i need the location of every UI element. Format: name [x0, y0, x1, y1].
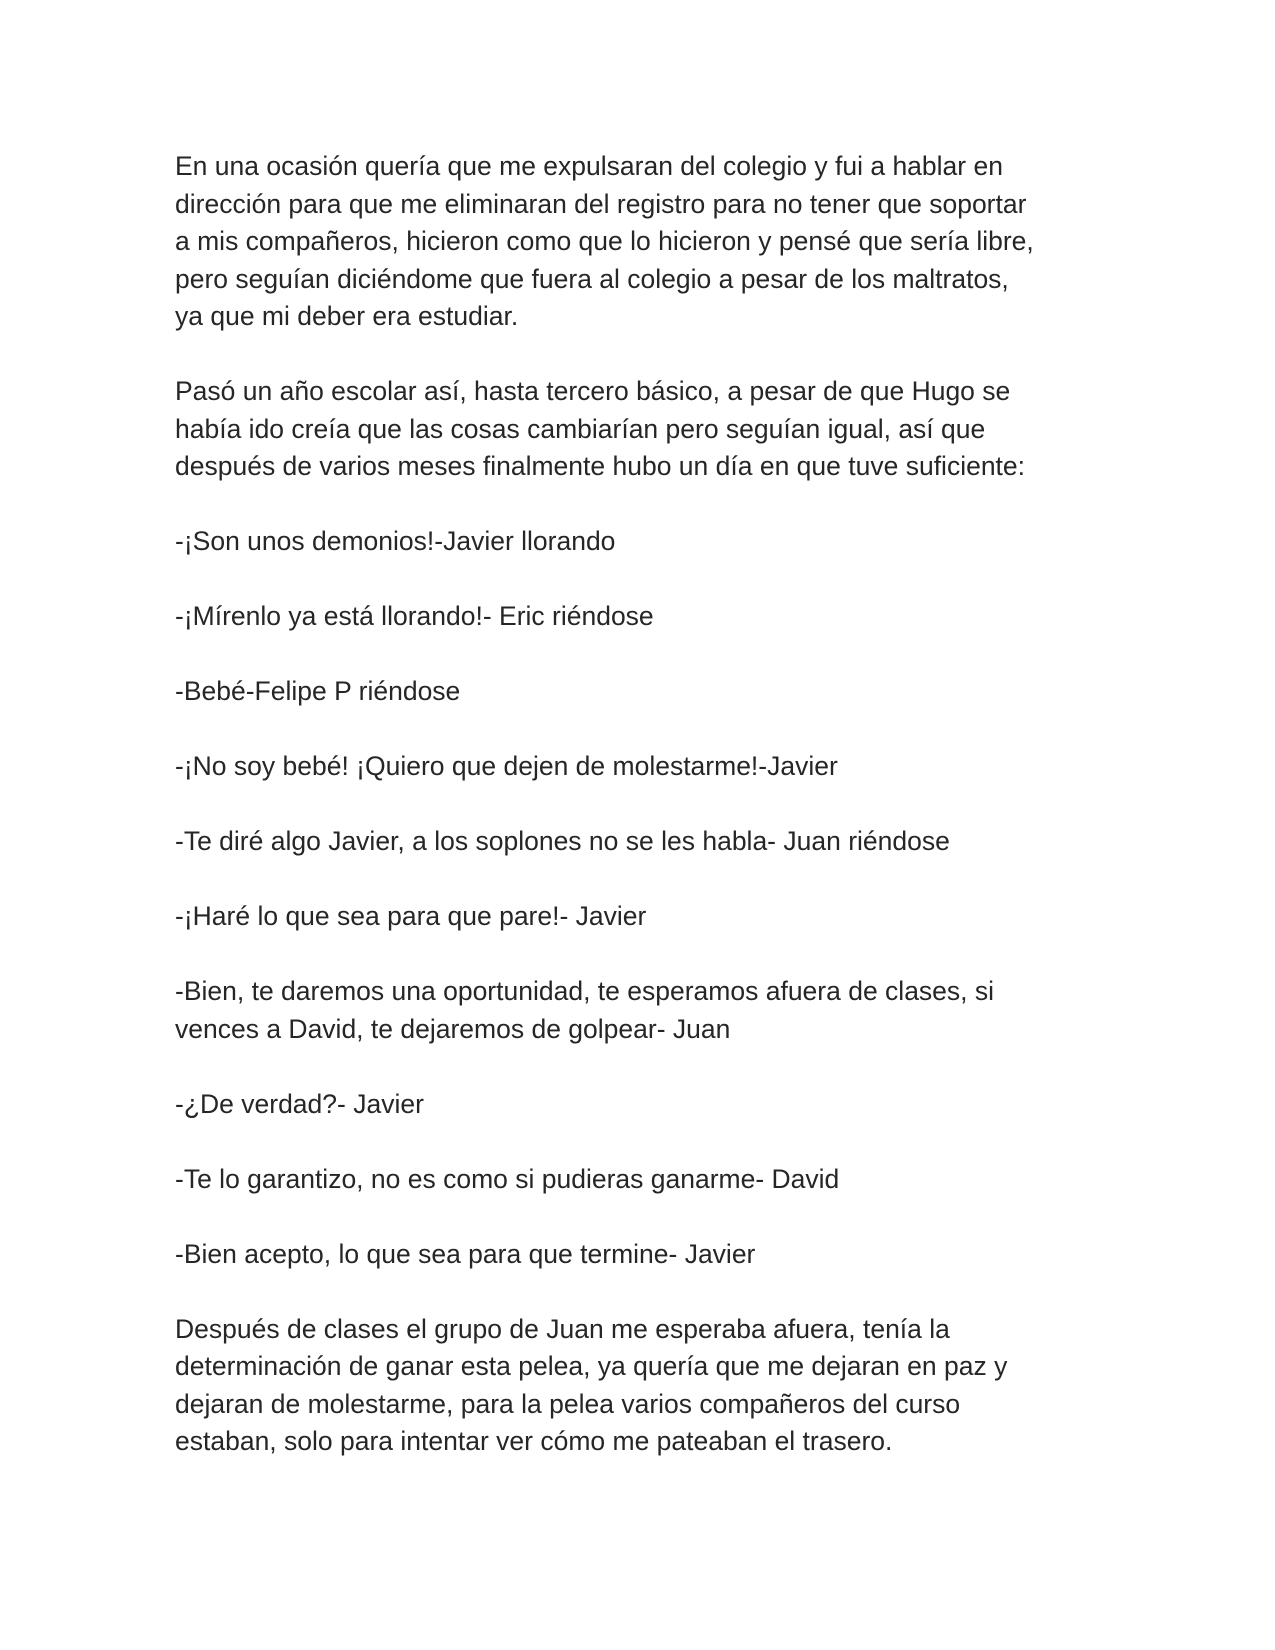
dialogue-line	[175, 823, 1105, 861]
text-line: dejaran de molestarme, para la pelea varios compañeros del curso	[175, 1388, 961, 1419]
text-line: vences a David, te dejaremos de golpear- Juan	[175, 1013, 731, 1044]
text-line: dirección para que me eliminaran del registro para no tener que soportar	[175, 188, 1027, 219]
text-line: estaban, solo para intentar ver cómo me pateaban el trasero.	[175, 1426, 893, 1456]
text-line: -¡No soy bebé! ¡Quiero que dejen de molestarme!-Javier	[175, 751, 838, 781]
text-line: -¡Mírenlo ya está llorando!- Eric riéndose	[175, 601, 654, 631]
text-line: -Te diré algo Javier, a los soplones no se les habla- Juan riéndose	[175, 826, 950, 856]
text-line: -Te lo garantizo, no es como si pudieras ganarme- David	[175, 1163, 840, 1194]
dialogue-line	[175, 898, 1105, 936]
dialogue-line	[175, 1161, 1105, 1199]
dialogue-line	[175, 673, 1105, 711]
paragraph-expulsion	[175, 148, 1105, 336]
dialogue-line	[175, 523, 1105, 561]
text-line: -Bien acepto, lo que sea para que termine- Javier	[175, 1238, 756, 1269]
text-line: Pasó un año escolar así, hasta tercero básico, a pesar de que Hugo se	[175, 376, 1011, 406]
text-line: -Bebé-Felipe P riéndose	[175, 676, 461, 706]
text-line: -¿De verdad?- Javier	[175, 1088, 424, 1119]
text-line: había ido creía que las cosas cambiarían pero seguían igual, así que	[175, 413, 986, 444]
text-line: pero seguían diciéndome que fuera al colegio a pesar de los maltratos,	[175, 263, 1009, 294]
document-body	[175, 148, 1105, 1498]
text-line: -Bien, te daremos una oportunidad, te esperamos afuera de clases, si	[175, 976, 995, 1006]
text-line: determinación de ganar esta pelea, ya quería que me dejaran en paz y	[175, 1351, 1008, 1381]
dialogue-line	[175, 748, 1105, 786]
text-line: después de varios meses finalmente hubo un día en que tuve suficiente:	[175, 451, 1026, 481]
paragraph-after-class	[175, 1311, 1105, 1461]
dialogue-line	[175, 598, 1105, 636]
text-line: En una ocasión quería que me expulsaran del colegio y fui a hablar en	[175, 151, 1003, 181]
paragraph-school-year	[175, 373, 1105, 486]
text-line: -¡Son unos demonios!-Javier llorando	[175, 526, 616, 556]
text-line: a mis compañeros, hicieron como que lo hicieron y pensé que sería libre,	[175, 226, 1034, 256]
dialogue-line	[175, 1086, 1105, 1124]
dialogue-line	[175, 1236, 1105, 1274]
dialogue-line	[175, 973, 1105, 1048]
text-line: Después de clases el grupo de Juan me esperaba afuera, tenía la	[175, 1313, 950, 1344]
text-line: ya que mi deber era estudiar.	[175, 301, 519, 331]
text-line: -¡Haré lo que sea para que pare!- Javier	[175, 901, 647, 931]
